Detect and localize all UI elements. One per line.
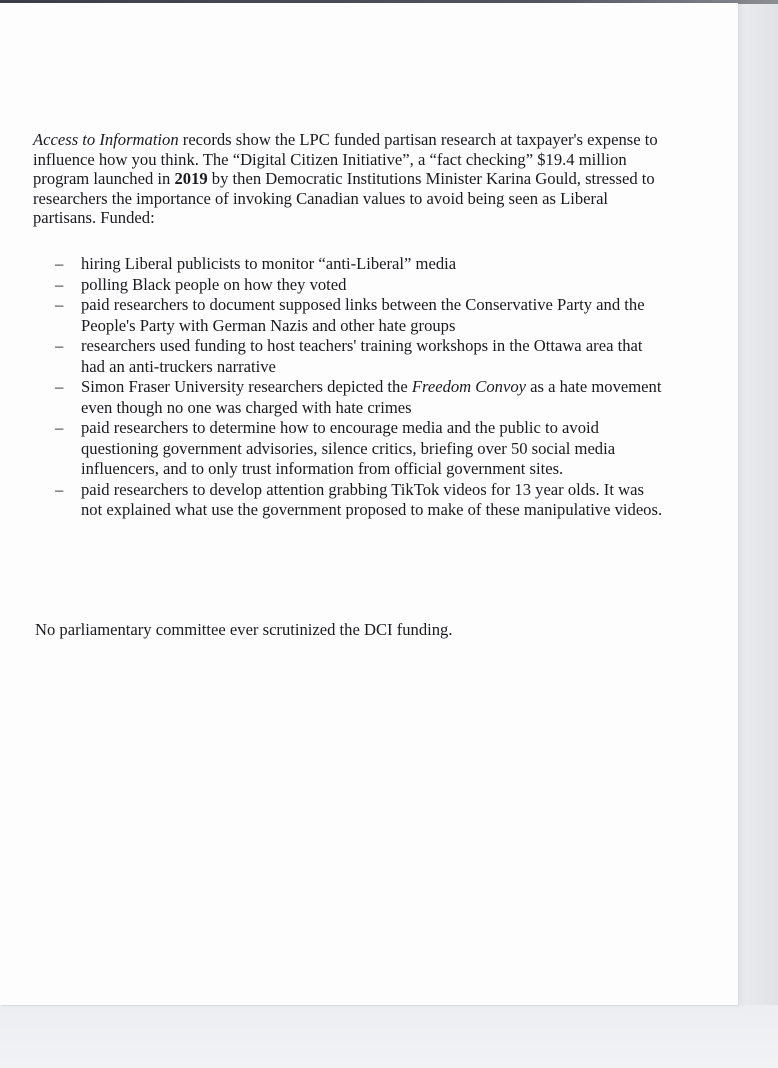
list-item [55, 480, 667, 521]
list-item-text: paid researchers to develop attention grabbing TikTok videos for 13 year olds. It was not explained what use the government proposed to make of these manipulative videos. [81, 479, 663, 519]
list-item-text: polling Black people on how they voted [81, 274, 347, 294]
list-item [55, 275, 667, 296]
list-item [55, 254, 667, 275]
dash-bullet: – [55, 377, 64, 396]
list-item [55, 418, 667, 480]
dash-bullet: – [55, 336, 64, 355]
funded-items-list [55, 254, 667, 521]
intro-text-part2: by then Democratic Institutions Minister Karina Gould, stressed to researchers the importance of invoking Canadian values to avoid being seen as Liberal partisans. Funded: [33, 169, 655, 228]
program-year: 2019 [174, 169, 208, 189]
dash-bullet: – [55, 254, 64, 273]
freedom-convoy-title: Freedom Convoy [411, 377, 526, 396]
dash-bullet: – [55, 418, 64, 437]
list-item [55, 295, 667, 336]
closing-statement: No parliamentary committee ever scrutinized the DCI funding. [35, 620, 453, 639]
list-item-text: paid researchers to document supposed links between the Conservative Party and the People's Party with German Nazis and other hate groups [81, 295, 645, 335]
access-to-information-title: Access to Information [33, 130, 179, 149]
dash-bullet: – [55, 479, 64, 499]
list-item-text-before: Simon Fraser University researchers depicted the [81, 377, 412, 396]
list-item-text: researchers used funding to host teachers' training workshops in the Ottawa area that had an anti-truckers narrative [81, 336, 643, 376]
list-item [55, 336, 667, 377]
intro-text-part1: records show the LPC funded partisan research at taxpayer's expense to influence how you think. The “Digital Citizen Initiative”, a “fact checking” $19.4 million program launched in [33, 130, 658, 189]
list-item [55, 377, 667, 418]
list-item-text [81, 377, 667, 418]
dash-bullet: – [55, 295, 64, 314]
list-item-text: paid researchers to determine how to encourage media and the public to avoid questioning government advisories, silence critics, briefing over 50 social media influencers, and to only trust information from official government sites. [81, 418, 616, 478]
dash-bullet: – [55, 274, 64, 294]
list-item-text-after: as a hate movement even though no one was charged with hate crimes [81, 377, 662, 417]
scan-bottom-strip [0, 1005, 778, 1068]
intro-paragraph [33, 130, 673, 228]
list-item-text: hiring Liberal publicists to monitor “anti-Liberal” media [81, 254, 457, 273]
